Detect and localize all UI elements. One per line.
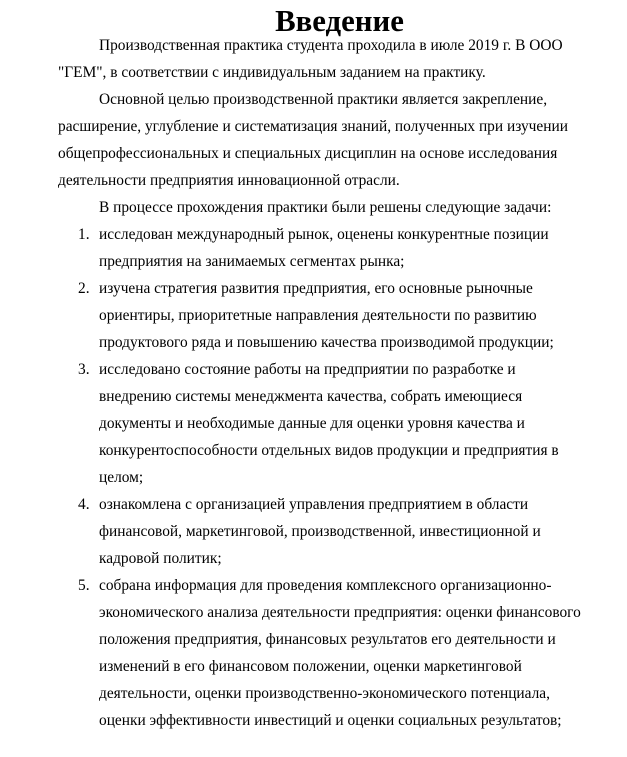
task-list <box>58 221 587 734</box>
task-text: собрана информация для проведения комплексного организационно-экономического анализа деятельности предприятия: оценки финансового положения предприятия, финансовых результатов его деятельности и изменений в его финансовом положении, оценки маркетинговой деятельности, оценки производственно-экономического потенциала, оценки эффективности инвестиций и оценки социальных результатов; <box>99 577 581 729</box>
task-number: 2. <box>78 280 90 297</box>
task-number: 5. <box>78 577 90 594</box>
task-item <box>58 221 587 275</box>
task-item <box>58 572 587 734</box>
task-number: 1. <box>78 226 90 243</box>
paragraph-tasks-lead: В процессе прохождения практики были решены следующие задачи: <box>99 199 552 216</box>
task-text: исследован международный рынок, оценены конкурентные позиции предприятия на занимаемых сегментах рынка; <box>99 226 549 270</box>
task-item <box>58 356 587 491</box>
paragraph-goal: Основной целью производственной практики является закрепление, расширение, углубление и систематизация знаний, полученных при изучении общепрофессиональных и специальных дисциплин на основе исследования деятельности предприятия инновационной отрасли. <box>58 91 568 189</box>
task-text: изучена стратегия развития предприятия, его основные рыночные ориентиры, приоритетные направления деятельности по развитию продуктового ряда и повышению качества производимой продукции; <box>99 280 554 351</box>
task-item <box>58 275 587 356</box>
document-title: Введение <box>275 4 404 38</box>
task-text: ознакомлена с организацией управления предприятием в области финансовой, маркетинговой, производственной, инвестиционной и кадровой политик; <box>99 496 541 567</box>
task-item <box>58 491 587 572</box>
paragraph-intro: Производственная практика студента проходила в июле 2019 г. В ООО "ГЕМ", в соответствии с индивидуальным заданием на практику. <box>58 37 563 81</box>
task-number: 3. <box>78 361 90 378</box>
task-number: 4. <box>78 496 90 513</box>
task-text: исследовано состояние работы на предприятии по разработке и внедрению системы менеджмента качества, собрать имеющиеся документы и необходимые данные для оценки уровня качества и конкурентоспособности отдельных видов продукции и предприятия в целом; <box>99 361 559 486</box>
